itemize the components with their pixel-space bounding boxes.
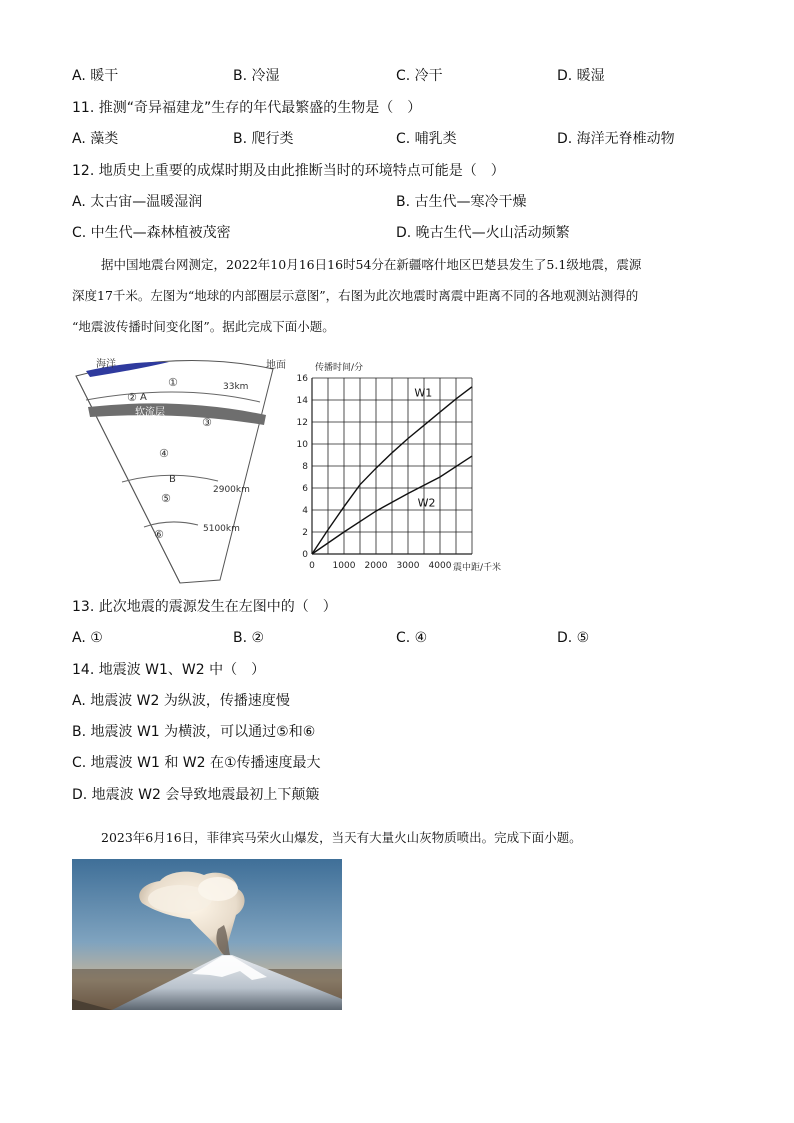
q13-option-c: C. ④: [396, 630, 428, 646]
intro-line-3: “地震波传播时间变化图”。据此完成下面小题。: [72, 319, 335, 334]
q10-option-b: B. 冷湿: [233, 68, 280, 84]
q14-stem: 14. 地震波 W1、W2 中（ ）: [72, 662, 266, 678]
y-tick-label: 10: [296, 440, 308, 450]
q11-stem: 11. 推测“奇异福建龙”生存的年代最繁盛的生物是（ ）: [72, 100, 422, 116]
layer-1-label: ①: [168, 376, 178, 389]
series-label-w2: W2: [417, 496, 436, 510]
intro-2: 2023年6月16日，菲律宾马荣火山爆发，当天有大量火山灰物质喷出。完成下面小题。: [101, 830, 582, 845]
asthenosphere-band: [88, 403, 266, 425]
q13-stem: 13. 此次地震的震源发生在左图中的（ ）: [72, 599, 337, 615]
x-tick-label: 1000: [332, 561, 356, 571]
x-tick-label: 4000: [428, 561, 452, 571]
earth-interior-diagram: [70, 355, 295, 587]
q12-option-b: B. 古生代—寒冷干燥: [396, 194, 527, 210]
q12-option-a: A. 太古宙—温暖湿润: [72, 194, 203, 210]
q12-stem: 12. 地质史上重要的成煤时期及由此推断当时的环境特点可能是（ ）: [72, 163, 505, 179]
asthenosphere-label: 软流层: [135, 407, 165, 418]
q14-option-a: A. 地震波 W2 为纵波，传播速度慢: [72, 693, 290, 709]
y-tick-label: 8: [302, 462, 308, 472]
boundary-a-label: A: [140, 392, 147, 403]
q12-option-d: D. 晚古生代—火山活动频繁: [396, 225, 570, 241]
y-tick-label: 12: [296, 418, 308, 428]
y-tick-label: 0: [302, 550, 308, 560]
q14-option-d: D. 地震波 W2 会导致地震最初上下颠簸: [72, 787, 320, 803]
q14-option-c: C. 地震波 W1 和 W2 在①传播速度最大: [72, 755, 321, 771]
q11-option-a: A. 藻类: [72, 131, 119, 147]
q10-option-a: A. 暖干: [72, 68, 119, 84]
layer-3-label: ③: [202, 416, 212, 429]
q13-option-d: D. ⑤: [557, 630, 590, 646]
q10-option-d: D. 暖湿: [557, 68, 605, 84]
chart-x-label: 震中距/千米: [453, 563, 502, 573]
q13-option-a: A. ①: [72, 630, 103, 646]
q12-option-c: C. 中生代—森林植被茂密: [72, 225, 231, 241]
depth-33-label: 33km: [223, 382, 249, 392]
ocean-label: 海洋: [96, 359, 116, 370]
layer-4-label: ④: [159, 447, 169, 460]
chart-grid: [312, 378, 472, 554]
layer-5-label: ⑤: [161, 492, 171, 505]
ground-label: 地面: [266, 360, 286, 371]
q14-option-b: B. 地震波 W1 为横波，可以通过⑤和⑥: [72, 724, 316, 740]
q11-option-d: D. 海洋无脊椎动物: [557, 131, 675, 147]
y-tick-label: 6: [302, 484, 308, 494]
q10-option-c: C. 冷干: [396, 68, 443, 84]
x-tick-label: 0: [309, 561, 315, 571]
q13-option-b: B. ②: [233, 630, 265, 646]
x-tick-label: 3000: [396, 561, 420, 571]
q11-option-c: C. 哺乳类: [396, 131, 457, 147]
depth-2900-label: 2900km: [213, 485, 250, 495]
y-tick-label: 16: [296, 374, 308, 384]
intro-line-2: 深度17千米。左图为“地球的内部圈层示意图”，右图为此次地震时离震中距离不同的各地观测站测得的: [72, 288, 639, 303]
y-tick-label: 4: [302, 506, 308, 516]
chart-y-label: 传播时间/分: [315, 363, 364, 373]
volcano-photo: [72, 859, 342, 1010]
x-tick-label: 2000: [364, 561, 388, 571]
boundary-b-label: B: [169, 474, 176, 485]
seismic-wave-chart: [295, 358, 515, 576]
y-tick-label: 14: [296, 396, 308, 406]
depth-5100-label: 5100km: [203, 524, 240, 534]
series-label-w1: W1: [414, 386, 433, 400]
q11-option-b: B. 爬行类: [233, 131, 294, 147]
layer-6-label: ⑥: [154, 528, 164, 541]
intro-line-1: 据中国地震台网测定，2022年10月16日16时54分在新疆喀什地区巴楚县发生了5.1级地震，震源: [101, 257, 642, 272]
layer-2-label: ②: [127, 391, 137, 404]
y-tick-label: 2: [302, 528, 308, 538]
